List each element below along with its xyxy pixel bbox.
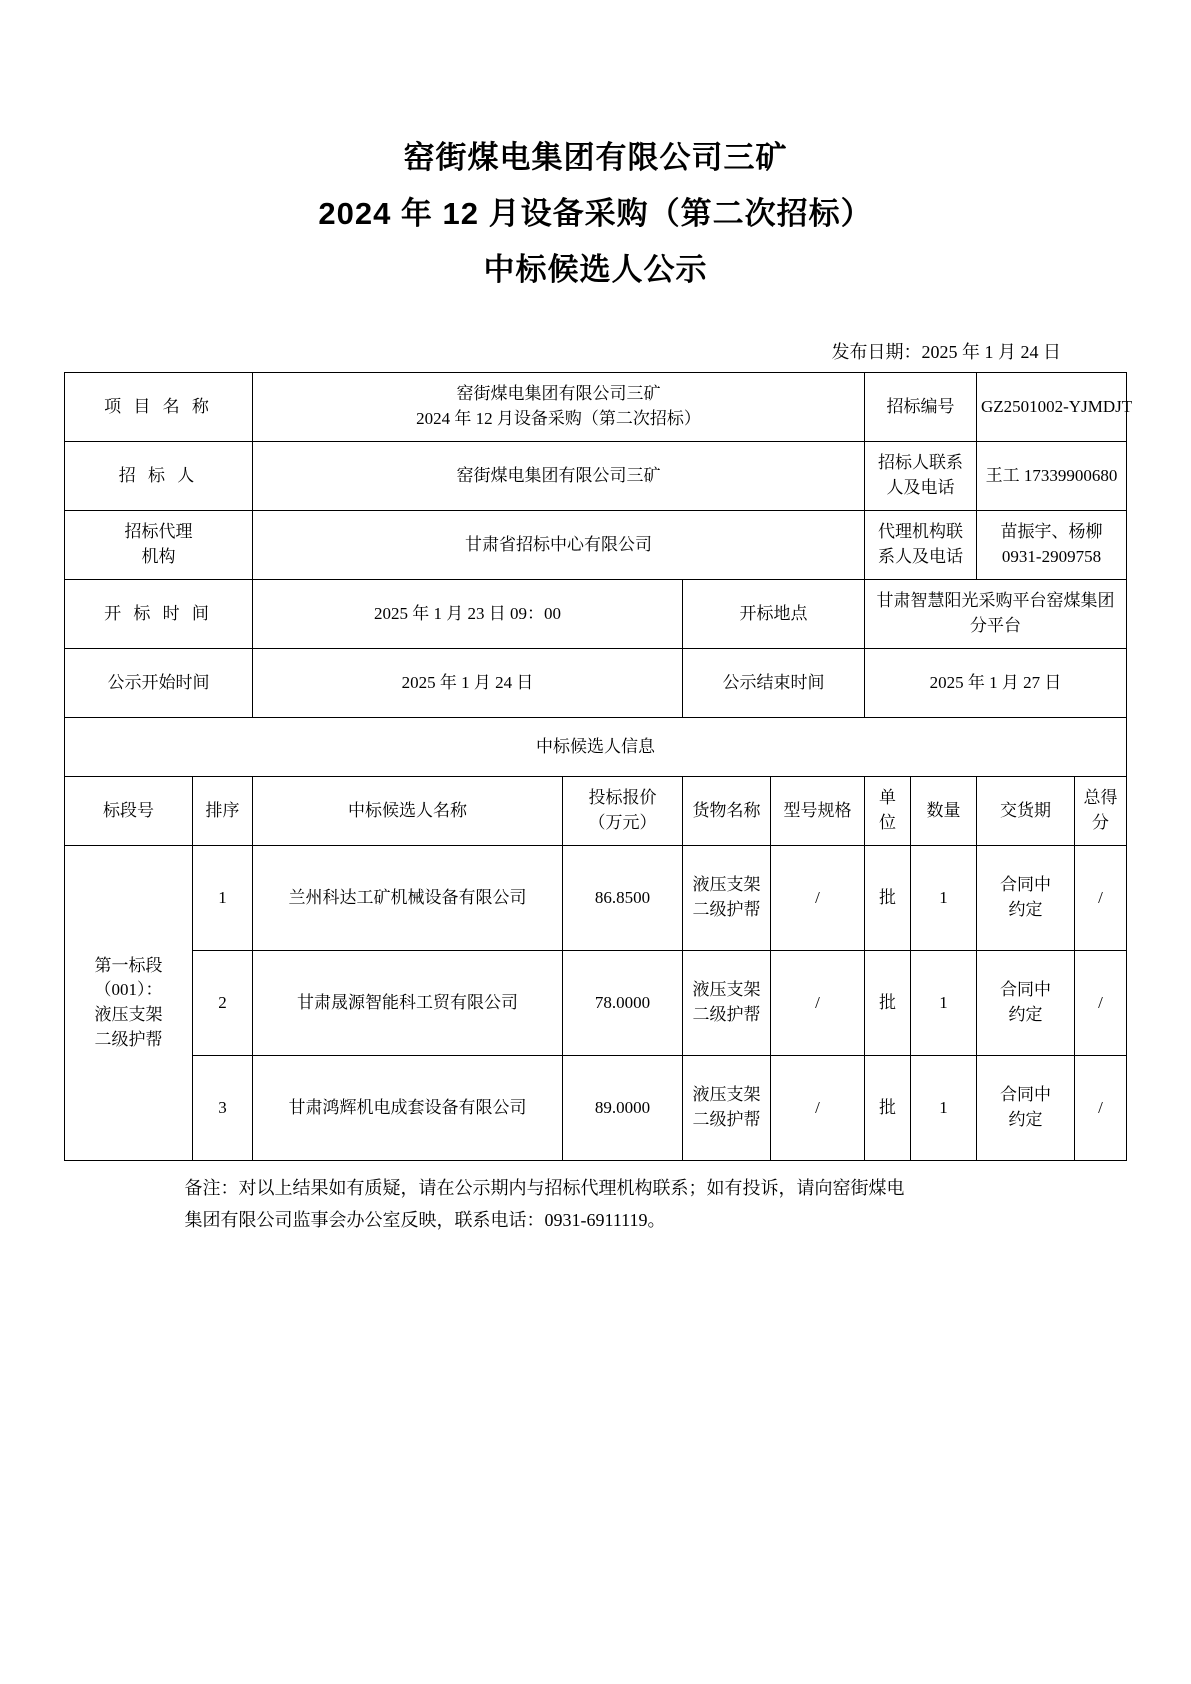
cell-delivery-line2: 约定 — [1008, 900, 1043, 919]
agency-contact-value — [976, 511, 1126, 580]
tenderee-label: 招 标 人 — [64, 442, 252, 511]
cell-rank: 3 — [192, 1056, 252, 1161]
table-row-agency — [64, 511, 1126, 580]
table-header-row — [64, 777, 1126, 846]
cell-score: / — [1074, 846, 1126, 951]
cell-unit: 批 — [864, 1056, 910, 1161]
col-header-price — [562, 777, 682, 846]
publish-date: 发布日期：2025 年 1 月 24 日 — [831, 342, 1061, 362]
col-header-price-line2: （万元） — [588, 813, 657, 832]
title-line-3: 中标候选人公示 — [483, 252, 708, 287]
tenderee-contact-value: 王工 17339900680 — [976, 442, 1126, 511]
agency-label — [64, 511, 252, 580]
cell-goods-line2: 二级护帮 — [692, 1005, 761, 1024]
cell-delivery-line2: 约定 — [1008, 1005, 1043, 1024]
project-name-value-line2: 2024 年 12 月设备采购（第二次招标） — [416, 409, 701, 428]
notice-end-value: 2025 年 1 月 27 日 — [864, 649, 1126, 718]
cell-score: / — [1074, 1056, 1126, 1161]
lot-line3: 液压支架 — [94, 1005, 163, 1024]
cell-goods-line1: 液压支架 — [692, 1085, 761, 1105]
tenderee-value: 窑街煤电集团有限公司三矿 — [252, 442, 864, 511]
cell-goods-line1: 液压支架 — [692, 980, 761, 1000]
cell-goods — [682, 1056, 770, 1161]
col-header-bidder: 中标候选人名称 — [252, 777, 562, 846]
col-header-unit-line1: 单 — [878, 788, 896, 808]
cell-delivery — [976, 951, 1074, 1056]
project-name-label: 项 目 名 称 — [64, 373, 252, 442]
col-header-lot: 标段号 — [64, 777, 192, 846]
title-line-1: 窑街煤电集团有限公司三矿 — [403, 140, 788, 175]
notice-start-value: 2025 年 1 月 24 日 — [252, 649, 682, 718]
agency-contact-label-line2: 系人及电话 — [877, 547, 963, 566]
table-row-notice-period — [64, 649, 1126, 718]
cell-model: / — [770, 846, 864, 951]
cell-goods — [682, 951, 770, 1056]
col-header-rank: 排序 — [192, 777, 252, 846]
cell-rank: 1 — [192, 846, 252, 951]
tenderee-contact-label-line1: 招标人联系 — [877, 453, 963, 473]
cell-qty: 1 — [910, 846, 976, 951]
cell-price: 78.0000 — [562, 951, 682, 1056]
table-row — [64, 951, 1126, 1056]
notice-end-label: 公示结束时间 — [682, 649, 864, 718]
announcement-table — [64, 372, 1133, 1161]
open-place-label: 开标地点 — [682, 580, 864, 649]
agency-contact-label-line1: 代理机构联 — [877, 522, 963, 542]
col-header-score: 总得分 — [1074, 777, 1126, 846]
agency-contact-value-line2: 0931-2909758 — [1001, 547, 1102, 566]
cell-rank: 2 — [192, 951, 252, 1056]
lot-line1: 第一标段 — [94, 955, 163, 975]
col-header-unit — [864, 777, 910, 846]
agency-value: 甘肃省招标中心有限公司 — [252, 511, 864, 580]
col-header-model: 型号规格 — [770, 777, 864, 846]
table-row — [64, 846, 1126, 951]
cell-model: / — [770, 951, 864, 1056]
open-time-value: 2025 年 1 月 23 日 09：00 — [252, 580, 682, 649]
cell-qty: 1 — [910, 1056, 976, 1161]
table-row-section-title — [64, 718, 1126, 777]
lot-line2: （001）： — [94, 980, 163, 1000]
cell-delivery-line1: 合同中 — [999, 1085, 1051, 1105]
table-row-project — [64, 373, 1126, 442]
cell-delivery — [976, 846, 1074, 951]
project-name-value — [252, 373, 864, 442]
lot-line4: 二级护帮 — [94, 1029, 163, 1049]
lot-cell — [64, 846, 192, 1161]
agency-label-line2: 机构 — [141, 547, 176, 566]
col-header-goods: 货物名称 — [682, 777, 770, 846]
cell-bidder: 甘肃鸿辉机电成套设备有限公司 — [252, 1056, 562, 1161]
cell-bidder: 甘肃晟源智能科工贸有限公司 — [252, 951, 562, 1056]
title-line-2: 2024 年 12 月设备采购（第二次招标） — [318, 196, 873, 231]
cell-delivery — [976, 1056, 1074, 1161]
tenderee-contact-label — [864, 442, 976, 511]
table-row-tenderee — [64, 442, 1126, 511]
cell-score: / — [1074, 951, 1126, 1056]
cell-goods-line2: 二级护帮 — [692, 1110, 761, 1129]
cell-unit: 批 — [864, 951, 910, 1056]
col-header-delivery: 交货期 — [976, 777, 1074, 846]
cell-delivery-line1: 合同中 — [999, 980, 1051, 1000]
agency-contact-value-line1: 苗振宇、杨柳 — [1000, 522, 1103, 542]
tender-no-label: 招标编号 — [864, 373, 976, 442]
col-header-price-line1: 投标报价 — [588, 788, 657, 808]
footnote — [65, 1173, 1127, 1236]
open-time-label: 开 标 时 间 — [64, 580, 252, 649]
table-row-opening — [64, 580, 1126, 649]
footnote-line1: 备注：对以上结果如有质疑，请在公示期内与招标代理机构联系；如有投诉，请向窑街煤电 — [184, 1178, 905, 1198]
open-place-value: 甘肃智慧阳光采购平台窑煤集团分平台 — [864, 580, 1126, 649]
cell-model: / — [770, 1056, 864, 1161]
tenderee-contact-label-line2: 人及电话 — [886, 478, 955, 497]
cell-price: 89.0000 — [562, 1056, 682, 1161]
section-title: 中标候选人信息 — [64, 718, 1126, 777]
cell-unit: 批 — [864, 846, 910, 951]
document-title — [60, 130, 1131, 298]
cell-qty: 1 — [910, 951, 976, 1056]
cell-delivery-line2: 约定 — [1008, 1110, 1043, 1129]
col-header-unit-line2: 位 — [878, 813, 896, 832]
cell-goods — [682, 846, 770, 951]
col-header-qty: 数量 — [910, 777, 976, 846]
agency-contact-label — [864, 511, 976, 580]
cell-goods-line2: 二级护帮 — [692, 900, 761, 919]
tender-no-value: GZ2501002-YJMDJT — [976, 373, 1126, 442]
agency-label-line1: 招标代理 — [124, 522, 193, 542]
footnote-line2: 集团有限公司监事会办公室反映，联系电话：0931-6911119。 — [184, 1209, 666, 1230]
cell-price: 86.8500 — [562, 846, 682, 951]
table-row — [64, 1056, 1126, 1161]
cell-delivery-line1: 合同中 — [999, 875, 1051, 895]
cell-bidder: 兰州科达工矿机械设备有限公司 — [252, 846, 562, 951]
notice-start-label: 公示开始时间 — [64, 649, 252, 718]
cell-goods-line1: 液压支架 — [692, 875, 761, 895]
project-name-value-line1: 窑街煤电集团有限公司三矿 — [456, 384, 661, 404]
